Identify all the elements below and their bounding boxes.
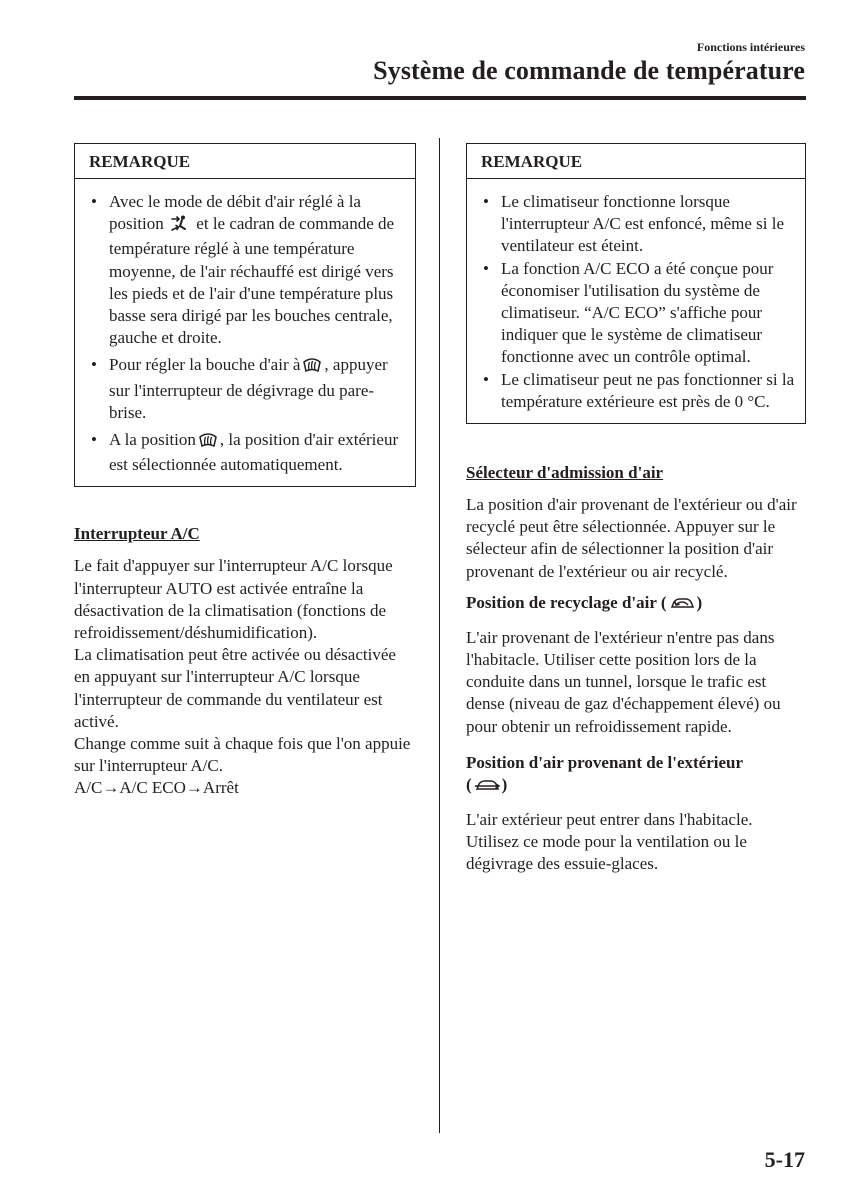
right-note-body bbox=[467, 179, 805, 423]
outside-air-heading: Position d'air provenant de l'extérieur ( ) bbox=[466, 752, 806, 799]
ac-switch-heading: Interrupteur A/C bbox=[74, 524, 200, 544]
left-note-item-1: • Avec le mode de débit d'air réglé à la position et le cadran de commande de température réglé à une température moyenne, de l'air réchauffé est dirigé vers les pieds et de l'air d'une température plus basse sera dirigé par les bouches centrale, gauche et droite. bbox=[91, 192, 395, 348]
right-column bbox=[466, 143, 806, 875]
left-note-item-3: • A la position , la position d'air extérieur est sélectionnée automatiquement. bbox=[91, 430, 399, 475]
right-note-heading: REMARQUE bbox=[467, 144, 805, 179]
bullet: • bbox=[483, 192, 489, 211]
bullet: • bbox=[91, 430, 97, 450]
section-label: Fonctions intérieures bbox=[696, 40, 805, 54]
bullet: • bbox=[483, 258, 489, 278]
left-note-box bbox=[74, 143, 416, 487]
ac-paragraph-3: Change comme suit à chaque fois que l'on appuie sur l'interrupteur A/C. bbox=[74, 734, 411, 776]
right-note-item-2: • La fonction A/C ECO a été conçue pour économiser l'utilisation du système de climatiseur. “A/C ECO” s'affiche pour indiquer que le système de climatiseur fonctionne avec un contrôle optimal. bbox=[483, 258, 774, 367]
recirculation-heading: Position de recyclage d'air ( ) bbox=[466, 592, 806, 617]
right-note-item-1: • Le climatiseur fonctionne lorsque l'interrupteur A/C est enfoncé, même si le ventilateur est éteint. bbox=[483, 192, 785, 256]
floor-vent-mode-icon bbox=[170, 215, 190, 238]
ac-paragraph-1: Le fait d'appuyer sur l'interrupteur A/C lorsque l'interrupteur AUTO est activée entraîne la désactivation de la climatisation (fonctions de refroidissement/déshumidification). bbox=[74, 556, 393, 643]
left-column bbox=[74, 143, 416, 800]
page-number: 5-17 bbox=[764, 1147, 805, 1172]
windshield-defrost-icon bbox=[302, 356, 322, 379]
right-note-box bbox=[466, 143, 806, 424]
title-rule bbox=[74, 96, 806, 100]
air-intake-heading: Sélecteur d'admission d'air bbox=[466, 463, 664, 483]
bullet: • bbox=[91, 192, 97, 211]
left-note-body bbox=[75, 179, 415, 486]
page-title: Système de commande de température bbox=[373, 56, 805, 85]
recirculate-air-icon bbox=[669, 595, 695, 617]
outside-air-paragraph: L'air extérieur peut entrer dans l'habitacle. Utilisez ce mode pour la ventilation ou le dégivrage des essuie-glaces. bbox=[466, 809, 753, 874]
left-note-item-2: • Pour régler la bouche d'air à , appuyer sur l'interrupteur de dégivrage du pare-brise. bbox=[91, 355, 388, 422]
ac-sequence: A/C→A/C ECO→Arrêt bbox=[74, 778, 239, 798]
air-intake-paragraph: La position d'air provenant de l'extérieur ou d'air recyclé peut être sélectionnée. Appuyer sur le sélecteur afin de sélectionner la position d'air provenant de l'extérieur ou air recyclé. bbox=[466, 495, 797, 581]
column-divider bbox=[439, 138, 440, 1133]
outside-air-icon bbox=[474, 777, 500, 799]
windshield-defrost-icon bbox=[198, 431, 218, 454]
left-note-heading: REMARQUE bbox=[75, 144, 415, 179]
bullet: • bbox=[91, 355, 97, 375]
right-note-item-3: • Le climatiseur peut ne pas fonctionner si la température extérieure est près de 0 °C. bbox=[483, 369, 795, 411]
ac-paragraph-2: La climatisation peut être activée ou désactivée en appuyant sur l'interrupteur A/C lorsque l'interrupteur de commande du ventilateur est activé. bbox=[74, 645, 396, 731]
bullet: • bbox=[483, 369, 489, 389]
recirculation-paragraph: L'air provenant de l'extérieur n'entre pas dans l'habitacle. Utiliser cette position lors de la conduite dans un tunnel, lorsque le trafic est dense (niveau de gaz d'échappement élevé) ou pour obtenir un refroidissement rapide. bbox=[466, 627, 781, 736]
